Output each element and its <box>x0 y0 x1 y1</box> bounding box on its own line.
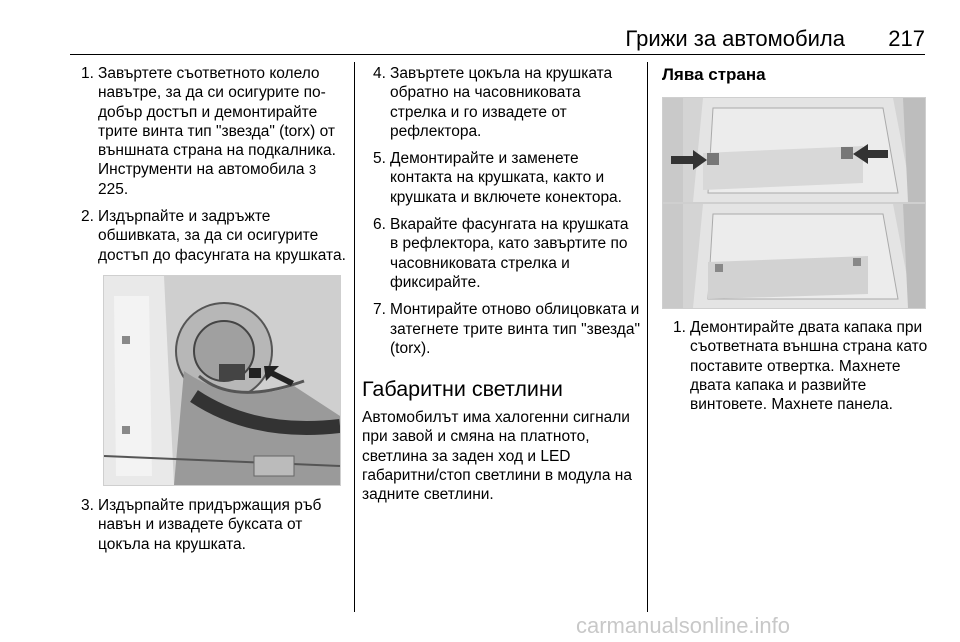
step-number: 5. <box>373 150 386 168</box>
column-1-continued <box>70 496 346 562</box>
column-3-continued <box>662 318 932 422</box>
step-number: 1. <box>673 319 686 336</box>
cover-caps-photo <box>662 97 926 203</box>
step-number: 7. <box>373 301 386 319</box>
step-number: 4. <box>373 65 386 82</box>
step-item <box>662 318 932 414</box>
step-text: Издърпайте и задръжте обшивката, за да си осигурите достъп до фасунгата на крушката. <box>98 208 346 264</box>
step-text: Демонтирайте и заменете контакта на крушката, както и крушката и включете конектора. <box>390 150 622 206</box>
step-text: Монтирайте отново облицовката и затегнете трите винта тип "звезда" (torx). <box>390 301 640 357</box>
step-text: Издърпайте придържащия ръб навън и извадете буксата от цокъла на крушката. <box>98 497 322 553</box>
bulb-socket-photo <box>103 275 341 486</box>
step-text: Вкарайте фасунгата на крушката в рефлектора, като завъртите по часовниковата стрелка и фиксирайте. <box>390 216 629 291</box>
page-header <box>70 24 925 55</box>
page-title: Грижи за автомобила <box>625 26 845 51</box>
step-number: 2. <box>81 208 94 226</box>
step-item <box>70 207 346 265</box>
step-item <box>362 149 640 207</box>
column-2 <box>362 64 640 505</box>
step-item <box>70 64 346 199</box>
column-1 <box>70 64 346 273</box>
step-text: Демонтирайте двата капака при съответната външна страна като поставите отвертка. Махнете двата капака и развийте винтовете. Махнете панела. <box>690 319 928 414</box>
step-number: 6. <box>373 216 386 234</box>
step-item <box>362 215 640 292</box>
reference-arrow-icon: 3 <box>308 162 317 178</box>
column-divider-1 <box>354 62 355 612</box>
panel-photo <box>662 203 926 309</box>
step-text: Завъртете съответното колело навътре, за да си осигурите по-добър достъп и демонтирайте трите винта тип "звезда" (torx) от външната страна на подкалника. Инструменти на автомобила <box>98 65 336 179</box>
section-paragraph: Автомобилът има халогенни сигнали при завой и смяна на платното, светлина за заден ход и LED габаритни/стоп светлини в модула на задните светлини. <box>362 409 632 504</box>
step-item <box>70 496 346 554</box>
page-number: 217 <box>888 26 925 51</box>
step-text: Завъртете цокъла на крушката обратно на часовниковата стрелка и го извадете от рефлектора. <box>390 65 613 140</box>
column-divider-2 <box>647 62 648 612</box>
step-item <box>362 300 640 358</box>
section-heading: Габаритни светлини <box>362 377 563 402</box>
page-reference[interactable]: 225. <box>98 180 129 198</box>
step-number: 3. <box>81 497 94 514</box>
watermark: carmanualsonline.info <box>576 613 791 638</box>
subsection-heading: Лява страна <box>662 65 766 84</box>
step-item <box>362 64 640 141</box>
step-number: 1. <box>81 65 94 82</box>
column-3 <box>662 64 928 86</box>
